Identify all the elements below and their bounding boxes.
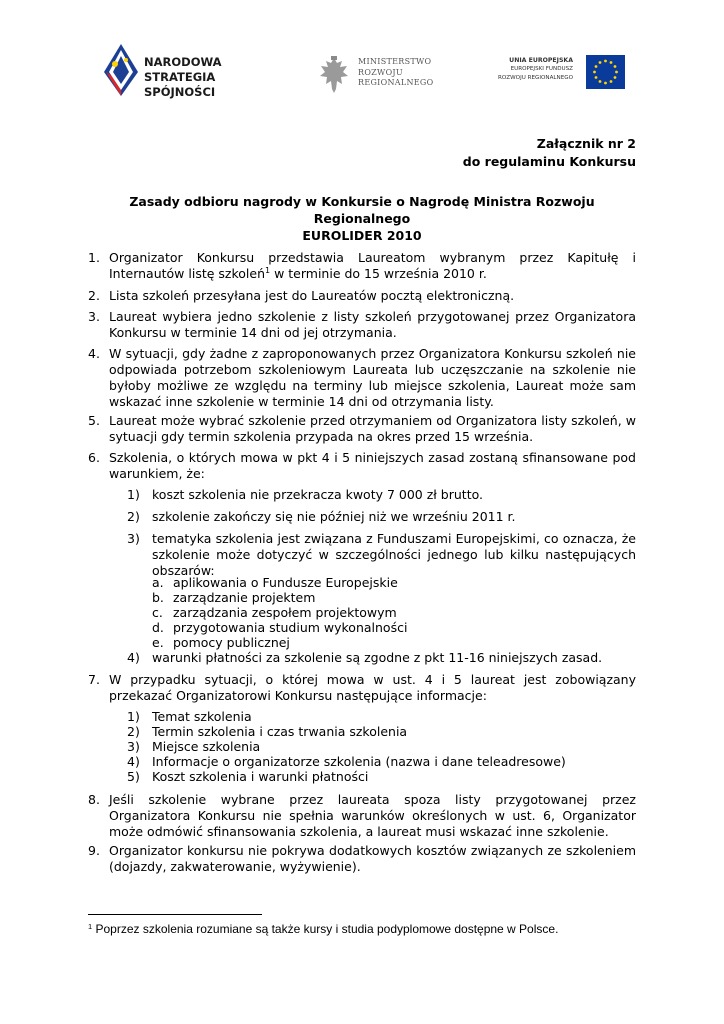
list-item-4: [88, 346, 636, 410]
title-line-2: EUROLIDER 2010: [302, 228, 422, 243]
topic-letter: e.: [152, 635, 164, 650]
list-item-number: 1.: [88, 250, 100, 265]
list-item-7: [88, 672, 636, 704]
eagle-emblem-icon: [318, 55, 350, 95]
info-text: Miejsce szkolenia: [152, 739, 261, 754]
info-number: 4): [127, 754, 140, 769]
list-item-number: 5.: [88, 413, 100, 428]
list-item-text: Organizator Konkursu przedstawia Laureatom wybranym przez Kapitułę i Internautów listę szkoleń$^1$ w terminie do 15 września 2010 r.: [109, 250, 636, 281]
list-item-3: [88, 309, 636, 341]
topic-letter: d.: [152, 620, 164, 635]
topic-item-b: [152, 590, 636, 606]
condition-number: 3): [127, 531, 140, 546]
info-text: Informacje o organizatorze szkolenia (nazwa i dane teleadresowe): [152, 754, 566, 769]
topic-letter: c.: [152, 605, 163, 620]
list-item-text: W sytuacji, gdy żadne z zaproponowanych przez Organizatora Konkursu szkoleń nie odpowiada potrzebom szkoleniowym Laureata lub uczęszczanie na szkolenie nie byłoby możliwe ze względu na terminy lub miejsce szkolenia, Laureat może sam wskazać inne szkolenie w terminie 14 dni od otrzymania listy.: [109, 346, 636, 409]
info-item-2: [127, 724, 636, 740]
list-item-8: [88, 792, 636, 840]
ue-logo-line-2: EUROPEJSKI FUNDUSZ: [510, 66, 573, 72]
condition-text: koszt szkolenia nie przekracza kwoty 7 000 zł brutto.: [152, 487, 484, 502]
info-text: Temat szkolenia: [152, 709, 252, 724]
list-item-text: W przypadku sytuacji, o której mowa w ust. 4 i 5 laureat jest zobowiązany przekazać Organizatorowi Konkursu następujące informacje:: [109, 672, 636, 703]
info-number: 2): [127, 724, 140, 739]
footnote-text: Poprzez szkolenia rozumiane są także kursy i studia podyplomowe dostępne w Polsce.: [92, 922, 559, 936]
list-item-1: [88, 250, 636, 282]
topic-text: pomocy publicznej: [173, 635, 290, 650]
nss-logo-line-2: STRATEGIA SPÓJNOŚCI: [144, 70, 216, 99]
list-item-5: [88, 413, 636, 445]
footnote-separator: [88, 914, 262, 915]
list-item-text: Laureat wybiera jedno szkolenie z listy szkoleń przygotowanej przez Organizatora Konkursu w terminie 14 dni od jej otrzymania.: [109, 309, 636, 340]
info-item-4: [127, 754, 636, 770]
topic-letter: a.: [152, 575, 164, 590]
footnote-ref: 1: [265, 266, 271, 275]
condition-number: 2): [127, 509, 140, 524]
nss-logo-line-1: NARODOWA: [144, 55, 222, 69]
title-line-1: Zasady odbioru nagrody w Konkursie o Nagrodę Ministra Rozwoju Regionalnego: [129, 194, 595, 226]
list-item-text: Organizator konkursu nie pokrywa dodatkowych kosztów związanych ze szkoleniem (dojazdy, zakwaterowanie, wyżywienie).: [109, 843, 636, 874]
info-number: 5): [127, 769, 140, 784]
ue-logo-line-3: ROZWOJU REGIONALNEGO: [498, 75, 573, 81]
condition-item-1: [127, 487, 636, 503]
topic-letter: b.: [152, 590, 164, 605]
info-number: 3): [127, 739, 140, 754]
logo-unia-europejska: [498, 55, 628, 91]
condition-text: warunki płatności za szkolenie są zgodne z pkt 11-16 niniejszych zasad.: [152, 650, 603, 665]
list-item-text: Jeśli szkolenie wybrane przez laureata spoza listy przygotowanej przez Organizatora Konkursu nie spełnia warunków określonych w ust. 6, Organizator może odmówić sfinansowania szkolenia, a laureat musi wskazać inne szkolenie.: [109, 792, 636, 839]
annex-number: Załącznik nr 2: [536, 136, 636, 151]
topic-item-a: [152, 575, 636, 591]
mrr-logo-text: [358, 57, 433, 89]
footnote-number: 1: [88, 922, 93, 931]
condition-number: 4): [127, 650, 140, 665]
list-item-text: Szkolenia, o których mowa w pkt 4 i 5 niniejszych zasad zostaną sfinansowane pod warunkiem, że:: [109, 450, 636, 481]
condition-text: tematyka szkolenia jest związana z Funduszami Europejskimi, co oznacza, że szkolenie może dotyczyć w szczególności jednego lub kilku następujących obszarów:: [152, 531, 636, 578]
topic-item-d: [152, 620, 636, 636]
eu-flag-icon: [586, 55, 625, 89]
condition-text: szkolenie zakończy się nie później niż we wrześniu 2011 r.: [152, 509, 516, 524]
topic-text: aplikowania o Fundusze Europejskie: [173, 575, 398, 590]
list-item-number: 4.: [88, 346, 100, 361]
topic-text: zarządzanie projektem: [173, 590, 316, 605]
list-item-2: [88, 288, 636, 304]
topic-item-c: [152, 605, 636, 621]
annex-header: [463, 135, 636, 171]
topic-text: przygotowania studium wykonalności: [173, 620, 408, 635]
topic-item-e: [152, 635, 636, 651]
info-item-3: [127, 739, 636, 755]
ue-logo-line-1: UNIA EUROPEJSKA: [509, 57, 573, 64]
ue-logo-text: [498, 56, 573, 83]
document-title: [88, 193, 636, 244]
list-item-number: 8.: [88, 792, 100, 807]
info-item-1: [127, 709, 636, 725]
list-item-number: 2.: [88, 288, 100, 303]
condition-item-4: [127, 650, 636, 666]
logo-ministerstwo-rozwoju-regionalnego: [318, 55, 458, 97]
info-number: 1): [127, 709, 140, 724]
list-item-text: Laureat może wybrać szkolenie przed otrzymaniem od Organizatora listy szkoleń, w sytuacji gdy termin szkolenia przypada na okres przed 15 września.: [109, 413, 636, 444]
info-text: Termin szkolenia i czas trwania szkolenia: [152, 724, 408, 739]
mrr-logo-line-1: MINISTERSTWO: [358, 57, 432, 66]
annex-subtitle: do regulaminu Konkursu: [462, 154, 636, 169]
nss-logo-text: [144, 55, 282, 100]
condition-number: 1): [127, 487, 140, 502]
list-item-number: 6.: [88, 450, 100, 465]
logo-narodowa-strategia-spojnosci: [102, 42, 282, 98]
list-item-number: 7.: [88, 672, 100, 687]
condition-item-3: [127, 531, 636, 579]
condition-item-2: [127, 509, 636, 525]
list-item-9: [88, 843, 636, 875]
list-item-text: Lista szkoleń przesyłana jest do Laureatów pocztą elektroniczną.: [109, 288, 515, 303]
mrr-logo-line-2: ROZWOJU: [358, 67, 403, 77]
mrr-logo-line-3: REGIONALNEGO: [358, 78, 434, 87]
footnote: [88, 921, 558, 937]
list-item-number: 9.: [88, 843, 100, 858]
info-text: Koszt szkolenia i warunki płatności: [152, 769, 369, 784]
list-item-6: [88, 450, 636, 482]
nss-logo-mark-icon: [102, 42, 140, 98]
topic-text: zarządzania zespołem projektowym: [173, 605, 397, 620]
list-item-number: 3.: [88, 309, 100, 324]
info-item-5: [127, 769, 636, 785]
